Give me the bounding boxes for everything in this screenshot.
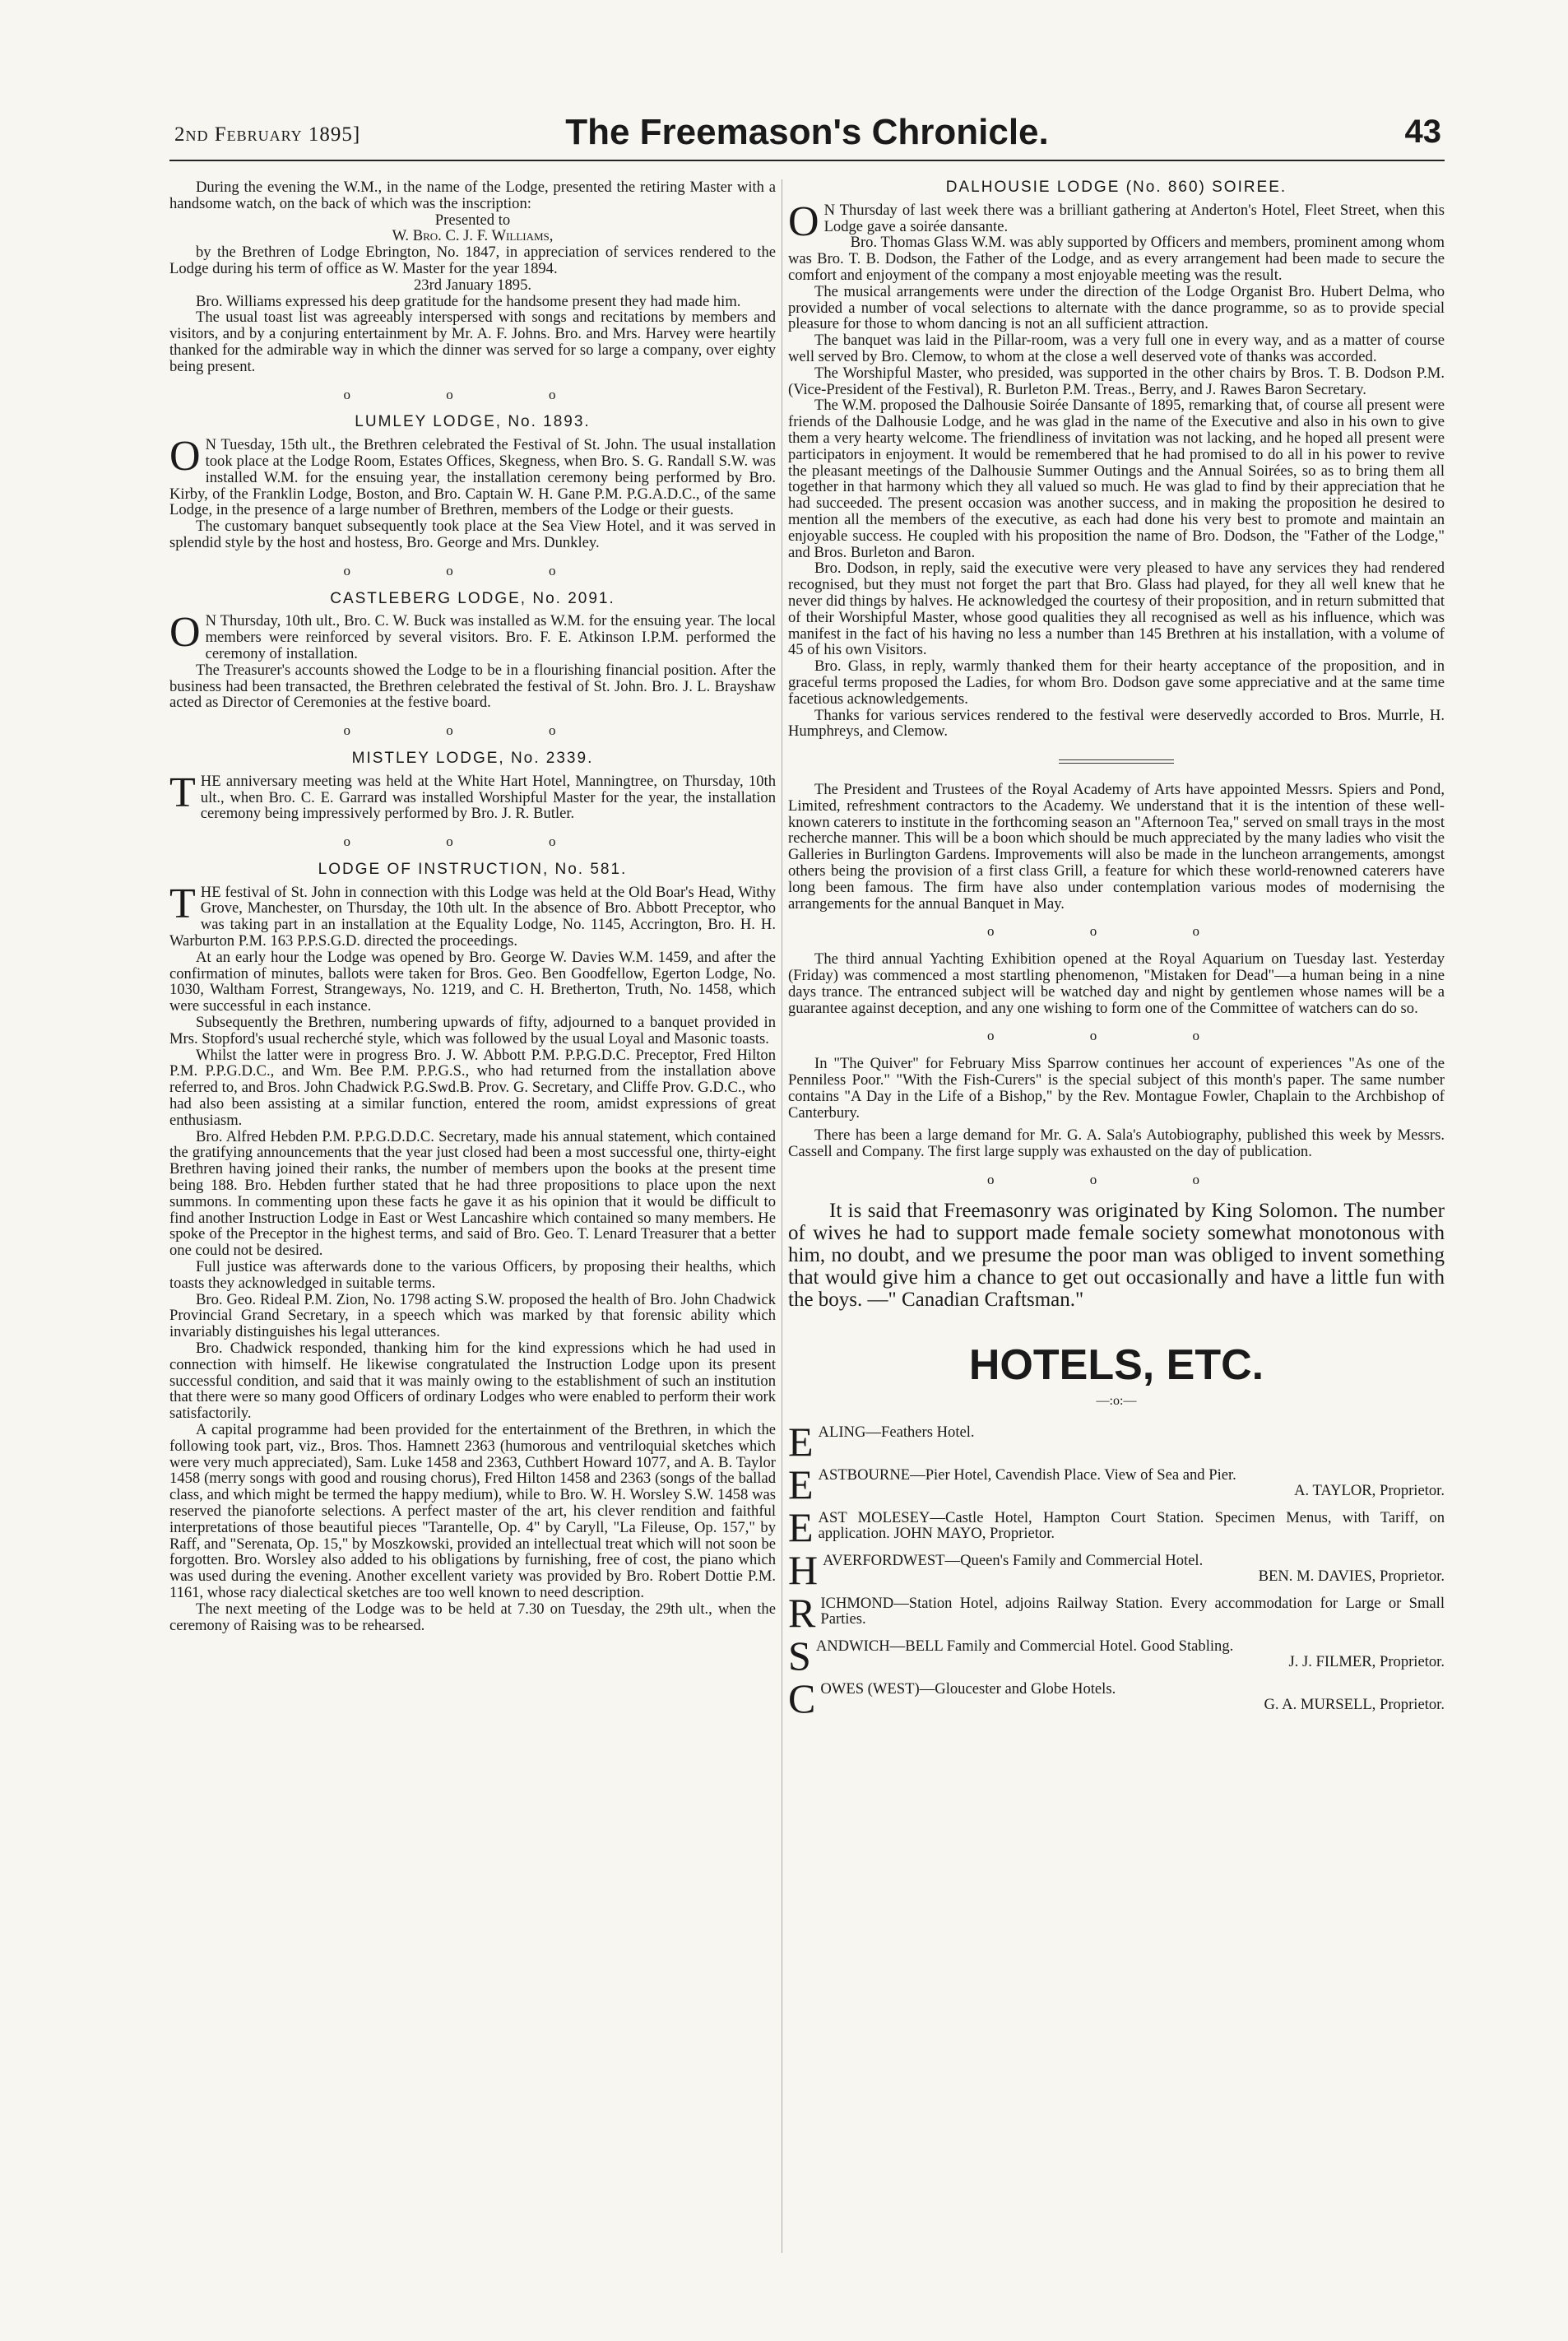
loi-paragraph: Bro. Geo. Rideal P.M. Zion, No. 1798 acting S.W. proposed the health of Bro. John Chadwick Provincial Grand Secretary, in a speech which was marked by that forensic ability which invariably distinguishes his legal utterances. [169,1290,776,1341]
solomon-quote: It is said that Freemasonry was originated by King Solomon. The number of wives he had to support made female society somewhat monotonous with him, no doubt, and we presume the poor man was obliged to invent something that would give him a chance to get out occasionally and have a little fun with the boys. —" Canadian Craftsman." [788,1199,1445,1311]
drop-cap: T [169,880,196,927]
page-header [169,112,1445,161]
section-separator: o o o [987,923,1246,940]
mistley-paragraph: THE anniversary meeting was held at the White Hart Hotel, Manningtree, on Thursday, 10th ult., when Bro. C. E. Garrard was installed Worshipful Master for the year, the installation ceremony being impressively performed by Bro. J. R. Butler. [169,769,776,823]
castleberg-paragraph: The Treasurer's accounts showed the Lodge to be in a flourishing financial position. After the business had been transacted, the Brethren celebrated the festival of St. John. Bro. J. L. Brayshaw acted as Director of Ceremonies at the festive board. [169,661,776,712]
quiver-paragraph: In "The Quiver" for February Miss Sparrow continues her account of experiences "As one of the Penniless Poor." "With the Fish-Curers" is the special subject of this month's paper. The same number contains "A Day in the Life of a Bishop," by the Rev. Montague Fowler, Chaplain to the Archbishop of Canterbury. [788,1055,1445,1122]
ebrington-paragraph: The usual toast list was agreeably interspersed with songs and recitations by members and visitors, and by a conjuring entertainment by Mr. A. F. Johns. Bro. and Mrs. Harvey were heartily thanked for the admirable way in which the dinner was served for so large a company, over eighty being present. [169,309,776,375]
hotel-listing [788,1503,1445,1550]
hotel-proprietor: J. J. FILMER, Proprietor. [1288,1653,1445,1671]
ebrington-paragraph: During the evening the W.M., in the name of the Lodge, presented the retiring Master with a handsome watch, on the back of which was the inscription: [169,179,776,212]
section-separator: o o o [343,834,602,850]
castleberg-paragraph: O N Thursday, 10th ult., Bro. C. W. Buck was installed as W.M. for the ensuing year. The local members were reinforced by several visitors. Bro. F. E. Atkinson I.P.M. performed the ceremony of installation. [169,609,776,662]
masthead-title: The Freemason's Chronicle. [565,112,1049,152]
section-separator: o o o [987,1172,1246,1188]
section-separator: o o o [987,1028,1246,1044]
sala-paragraph: There has been a large demand for Mr. G. A. Sala's Autobiography, published this week by Messrs. Cassell and Company. The first large supply was exhausted on the day of publication. [788,1126,1445,1161]
dalhousie-paragraph: Bro. Glass, in reply, warmly thanked them for their hearty acceptance of the proposition, and in graceful terms proposed the Ladies, for whom Bro. Dodson gave some appreciative and at the same time facetious acknowledgements. [788,657,1445,708]
loi-paragraph: THE festival of St. John in connection with this Lodge was held at the Old Boar's Head, Withy Grove, Manchester, on Thursday, the 10th ult. In the absence of Bro. Abbott Preceptor, who was taking part in an installation at the Equality Lodge, No. 1145, Accrington, Bro. H. H. Warburton P.M. 163 P.P.S.G.D. directed the proceedings. [169,880,776,950]
right-column [788,179,1445,1724]
castleberg-lodge-title: CASTLEBERG LODGE, No. 2091. [330,589,615,607]
double-rule-separator [1059,759,1174,764]
drop-cap: C [788,1674,816,1721]
hotel-listing [788,1461,1445,1507]
hotels-ornament: —:o:— [1096,1393,1137,1408]
drop-cap: E [788,1461,814,1507]
hotel-listing [788,1632,1445,1679]
loi-paragraph: Subsequently the Brethren, numbering upwards of fifty, adjourned to a banquet provided in Mrs. Stopford's usual recherché style, which was followed by the usual Loyal and Masonic toasts. [169,1014,776,1047]
inscription-presented-to: Presented to [434,211,511,229]
lumley-paragraph: O N Tuesday, 15th ult., the Brethren celebrated the Festival of St. John. The usual installation took place at the Lodge Room, Estates Offices, Skegness, when Bro. S. G. Randall S.W. was installed W.M. for the ensuing year, the installation ceremony being performed by Bro. Kirby, of the Franklin Lodge, Boston, and Bro. Captain W. H. Gane P.M. P.G.A.D.C., of the same Lodge, in the presence of a large number of Brethren, members of the Lodge or their guests. [169,433,776,519]
loi-paragraph: Full justice was afterwards done to the various Officers, by proposing their healths, which toasts they acknowledged in suitable terms. [169,1258,776,1292]
left-column [169,179,776,1633]
section-separator: o o o [343,562,602,578]
section-separator: o o o [343,386,602,402]
hotels-list [788,1418,1445,1721]
dalhousie-paragraph: The W.M. proposed the Dalhousie Soirée Dansante of 1895, remarking that, of course all present were friends of the Dalhousie Lodge, and he was glad in the name of the Executive and also in his own to give them a very hearty welcome. The friendliness of invitation was not lacking, and he hoped all present were participators in enjoyment. It would be remembered that he had promised to do all in his power to revive the pleasant meetings of the Dalhousie Summer Outings and the Annual Soirées, so as to bring them all together in that harmony which they all valued so much. He was glad to find by their appreciation that he had succeeded. The present occasion was another success, and in making the proposition he desired to mention all the members of the executive, as each had done his very best to promote and maintain an enjoyable success. He coupled with his proposition the name of Bro. Dodson, the "Father of the Lodge," and Bros. Burleton and Baron. [788,397,1445,561]
dalhousie-paragraph: Thanks for various services rendered to the festival were deservedly accorded to Bros. Murrle, H. Humphreys, and Clemow. [788,706,1445,741]
hotel-text: OWES (WEST)—Gloucester and Globe Hotels. [820,1679,1116,1698]
dalhousie-lodge-title: DALHOUSIE LODGE (No. 860) SOIREE. [945,179,1287,196]
drop-cap: O [169,609,201,657]
drop-cap: O [169,433,201,481]
hotel-listing [788,1674,1445,1721]
dalhousie-paragraph: The musical arrangements were under the direction of the Lodge Organist Bro. Hubert Delma, who provided a number of vocal selections to alternate with the dance programme, so as to provide special pleasure for those to whom dancing is not an all sufficient attraction. [788,282,1445,333]
hotel-text: ICHMOND—Station Hotel, adjoins Railway Station. Every accommodation for Large or Small Parties. [820,1594,1445,1628]
hotels-heading: HOTELS, ETC. [968,1340,1264,1389]
loi-paragraph: A capital programme had been provided for the entertainment of the Brethren, in which the following took part, viz., Bros. Thos. Hamnett 2363 (humorous and ventriloquial sketches which were very much appreciated), Sam. Luke 1458 and 2363, Cuthbert Howard 1077, and A. B. Taylor 1458 (merry songs with good and rousing chorus), Fred Hilton 1458 and 2363 (songs of the ballad class, and which might be termed the happy medium), while to Bro. W. H. Worsley S.W. 1458 was reserved the pianoforte selections. A perfect master of the art, his clever rendition and faithful interpretations of those beautiful pieces "Tarantelle, Op. 4" by Caryll, "La Fileuse, Op. 157," by Raff, and "Serenata, Op. 15," by Moszkowski, provided an intellectual treat which will not soon be forgotten. Bro. Worsley also added to his obligations by furnishing, free of cost, the piano which was used during the evening. Another excellent variety was provided by Bro. Robert Dottie P.M. 1161, whose racy dialectical sketches are too well known to need description. [169,1420,776,1601]
drop-cap: O [788,197,819,245]
royal-academy-paragraph: The President and Trustees of the Royal Academy of Arts have appointed Messrs. Spiers and Pond, Limited, refreshment contractors to the Academy. We understand that it is the intention of these well-known caterers to institute in the forthcoming season an "Afternoon Tea," served on small trays in the most recherche manner. This will be a boon which should be much appreciated by the many ladies who visit the Galleries in Burlington Gardens. Improvements will also be made in the luncheon arrangements, amongst others being the provision of a first class Grill, a feature for which these world-renowned caterers have long been famous. The firm have also under contemplation various modes of modernising the arrangements for the annual Banquet in May. [788,781,1445,913]
dalhousie-paragraph: The Worshipful Master, who presided, was supported in the other chairs by Bros. T. B. Dodson P.M. (Vice-President of the Festival), R. Burleton P.M. Treas., Berry, and J. Rawes Baron Secretary. [788,364,1445,398]
ebrington-paragraph: Bro. Williams expressed his deep gratitude for the handsome present they had made him. [196,292,741,310]
hotel-listing [788,1418,1445,1465]
drop-cap: R [788,1589,816,1636]
drop-cap: S [788,1632,811,1679]
inscription-date: 23rd January 1895. [413,276,532,294]
loi-paragraph: The next meeting of the Lodge was to be held at 7.30 on Tuesday, the 29th ult., when the ceremony of Raising was to be rehearsed. [169,1600,776,1634]
loi-paragraph: Bro. Chadwick responded, thanking him for the kind expressions which he had used in connection with himself. He likewise congratulated the Instruction Lodge upon its present successful condition, and said that it was mainly owing to the establishment of such an institution that there were so many good Officers of ordinary Lodges who were enabled to perform their work satisfactorily. [169,1340,776,1423]
dalhousie-paragraph: Bro. Dodson, in reply, said the executive were very pleased to have any services they had rendered recognised, but they must not forget the part that Bro. Glass had played, for they all well knew that he never did things by halves. He acknowledged the courtesy of their proposition, and in return submitted that of their Worshipful Master, whose good qualities they all recognised as well as his influence, which was manifest in the fact of his having no less a number than 145 Brethren at his installation, with a volume of 45 of his own Visitors. [788,560,1445,659]
dalhousie-paragraph: The banquet was laid in the Pillar-room, was a very full one in every way, and as a matter of course well served by Bro. Clemow, to whom at the close a well deserved vote of thanks was accorded. [788,332,1445,365]
section-separator: o o o [343,722,602,739]
loi-paragraph: Whilst the latter were in progress Bro. J. W. Abbott P.M. P.P.G.D.C. Preceptor, Fred Hilton P.M. P.P.G.D.C., and Wm. Bee P.M. P.P.G.S., who had returned from the installation above referred to, and Bros. John Chadwick P.G.Swd.B. Prov. G. Secretary, and Cliffe Prov. G.D.C., who had also been assisting at a similar function, entered the room, amidst expressions of great enthusiasm. [169,1046,776,1129]
inscription-body: by the Brethren of Lodge Ebrington, No. 1847, in appreciation of services rendered to the Lodge during his term of office as W. Master for the year 1894. [169,244,776,277]
page-number: 43 [1404,114,1441,150]
hotel-text: ALING—Feathers Hotel. [818,1423,975,1441]
lumley-paragraph: The customary banquet subsequently took place at the Sea View Hotel, and it was served in splendid style by the host and hostess, Bro. George and Mrs. Dunkley. [169,518,776,551]
hotel-listing [788,1546,1445,1593]
yachting-paragraph: The third annual Yachting Exhibition opened at the Royal Aquarium on Tuesday last. Yesterday (Friday) was commenced a most startling phenomenon, "Mistaken for Dead"—a human being in a nine days trance. The entranced subject will be watched day and night by gentlemen whose names will be a guarantee against deception, and any one wishing to form one of the Committee of watchers can do so. [788,950,1445,1017]
loi-paragraph: At an early hour the Lodge was opened by Bro. George W. Davies W.M. 1459, and after the confirmation of minutes, ballots were taken for Bros. Geo. Ben Goodfellow, Egerton Lodge, No. 1030, Waltham Forrest, Strangeways, No. 1219, and C. H. Bretherton, Truth, No. 1458, which were successful in each instance. [169,948,776,1015]
hotel-proprietor: G. A. MURSELL, Proprietor. [1264,1696,1445,1714]
hotel-text: AVERFORDWEST—Queen's Family and Commercial Hotel. [823,1551,1204,1569]
hotel-proprietor: BEN. M. DAVIES, Proprietor. [1258,1568,1445,1586]
hotel-text: ASTBOURNE—Pier Hotel, Cavendish Place. View of Sea and Pier. [818,1465,1236,1484]
lodge-of-instruction-title: LODGE OF INSTRUCTION, No. 581. [318,860,628,878]
inscription-recipient: W. Bro. C. J. F. Williams, [392,227,554,245]
loi-paragraph: Bro. Alfred Hebden P.M. P.P.G.D.D.C. Secretary, made his annual statement, which contained the gratifying announcements that the year just closed had been a most successful one, thirty-eight Brethren having joined their ranks, the number of members upon the books at the present time being 188. Bro. Hebden further stated that he had three propositions to place upon the next summons. In commenting upon these facts he gave it as his opinion that it would be difficult to find another Instruction Lodge in East or West Lancashire which contained so many members. He spoke of the Preceptor in the highest terms, and said of Bro. Geo. T. Lenard Treasurer that a better one could not be desired. [169,1127,776,1260]
hotel-text: AST MOLESEY—Castle Hotel, Hampton Court Station. Specimen Menus, with Tariff, on application. JOHN MAYO, Proprietor. [818,1508,1445,1543]
drop-cap: H [788,1546,819,1593]
drop-cap: E [788,1418,814,1465]
drop-cap: T [169,769,196,816]
dalhousie-paragraph: O N Thursday of last week there was a brilliant gathering at Anderton's Hotel, Fleet Street, when this Lodge gave a soirée dansante. [788,197,1445,245]
dalhousie-paragraph: Bro. Thomas Glass W.M. was ably supported by Officers and members, prominent among whom was Bro. T. B. Dodson, the Father of the Lodge, and as every arrangement had been made to secure the comfort and enjoyment of the company a most enjoyable meeting was the result. [788,234,1445,284]
issue-date: 2nd February 1895] [174,123,361,146]
mistley-lodge-title: MISTLEY LODGE, No. 2339. [351,749,594,767]
hotel-listing [788,1589,1445,1636]
drop-cap: E [788,1503,814,1550]
hotel-proprietor: A. TAYLOR, Proprietor. [1294,1482,1445,1500]
hotel-text: ANDWICH—BELL Family and Commercial Hotel. Good Stabling. [815,1637,1234,1655]
lumley-lodge-title: LUMLEY LODGE, No. 1893. [355,413,591,431]
